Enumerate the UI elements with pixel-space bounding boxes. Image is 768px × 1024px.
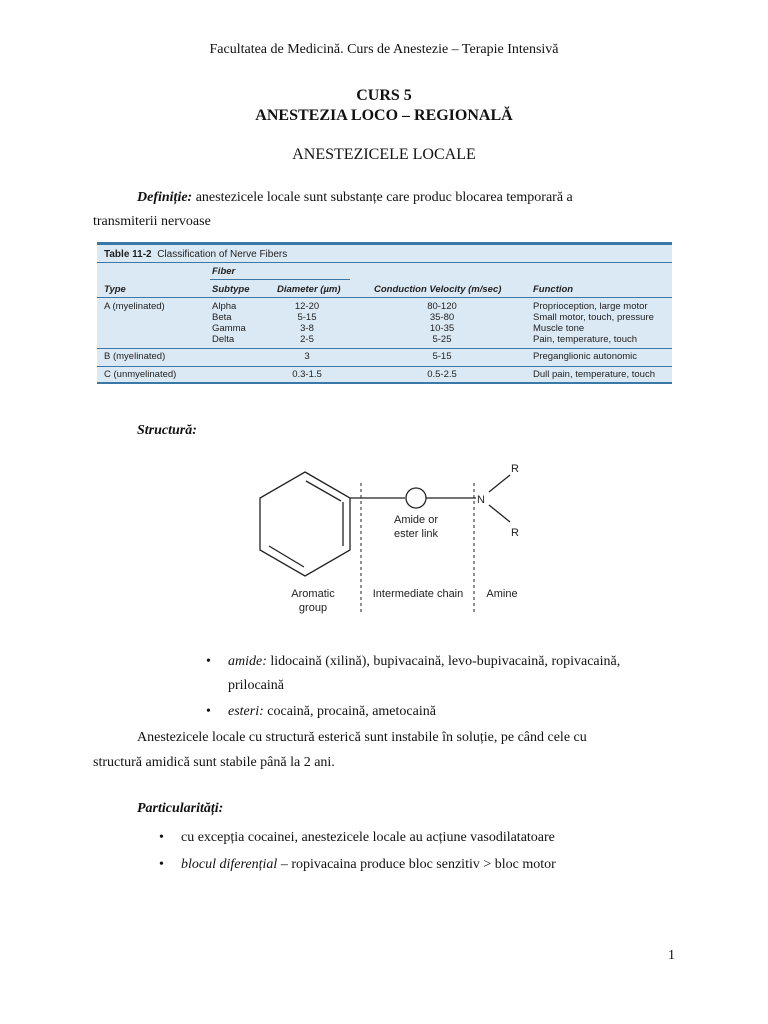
section-title: ANESTEZICELE LOCALE <box>292 146 476 163</box>
table-bottom-rule <box>97 382 672 384</box>
bullet-text <box>228 650 678 674</box>
bullet-text <box>228 700 436 724</box>
page-number: 1 <box>668 948 675 963</box>
local-anesthetic-structure-diagram <box>255 455 545 625</box>
definition-text-2: transmiterii nervoase <box>93 214 211 229</box>
table-cell: C (unmyelinated) <box>104 369 177 380</box>
table-cell: Alpha <box>212 301 237 312</box>
table-caption-text: Classification of Nerve Fibers <box>157 249 288 260</box>
bullet-label: esteri: <box>228 704 264 719</box>
table-top-rule <box>97 242 672 245</box>
definition-paragraph <box>93 186 677 210</box>
course-title: ANESTEZIA LOCO – REGIONALĂ <box>255 107 513 124</box>
table-cell: 2-5 <box>300 334 314 345</box>
aromatic-label-1: Aromatic <box>291 588 335 600</box>
table-cell: 5-25 <box>432 334 452 345</box>
list-item <box>206 650 678 698</box>
course-number: CURS 5 <box>356 87 412 104</box>
definition-label: Definiție: <box>137 190 193 205</box>
bullet-text-rest: – ropivacaina produce bloc senzitiv > bloc motor <box>277 857 556 872</box>
table-cell: 80-120 <box>427 301 457 312</box>
table-cell: Pain, temperature, touch <box>533 334 638 345</box>
bullet-dot: • <box>206 704 211 719</box>
bullet-text-line1: cocaină, procaină, ametocaină <box>263 704 436 719</box>
n-bond-top <box>489 475 510 492</box>
col-header-subtype: Subtype <box>212 284 250 295</box>
fiber-group-rule <box>210 279 350 280</box>
definition-text-1: anestezicele locale sunt substanțe care produc blocarea temporară a <box>192 190 573 205</box>
table-cell: Gamma <box>212 323 246 334</box>
row-rule <box>97 366 672 367</box>
intermediate-chain-label: Intermediate chain <box>372 588 464 600</box>
structure-heading: Structură: <box>137 423 197 438</box>
bullet-text: cu excepția cocainei, anestezicele locale au acțiune vasodilatatoare <box>181 830 555 845</box>
table-cell: Preganglionic autonomic <box>533 351 638 362</box>
col-header-function: Function <box>533 284 574 295</box>
table-cell: 5-15 <box>297 312 317 323</box>
benzene-ring <box>260 472 350 576</box>
table-cell: Dull pain, temperature, touch <box>533 369 655 380</box>
list-item <box>206 700 678 724</box>
table-caption <box>104 249 287 260</box>
table-cell: A (myelinated) <box>104 301 165 312</box>
aromatic-label-2: group <box>298 602 328 614</box>
table-cell: 35-80 <box>429 312 455 323</box>
table-cell: Beta <box>212 312 232 323</box>
stability-line-2: structură amidică sunt stabile până la 2 ani. <box>93 755 335 770</box>
bullet-dot: • <box>159 830 164 845</box>
nitrogen-label: N <box>477 494 485 506</box>
r-top-label: R <box>511 463 519 475</box>
row-rule <box>97 348 672 349</box>
bullet-dot: • <box>159 857 164 872</box>
table-cell: 3-8 <box>300 323 314 334</box>
table-cell: Small motor, touch, pressure <box>533 312 654 323</box>
table-cell: 0.5-2.5 <box>427 369 457 380</box>
r-bottom-label: R <box>511 527 519 539</box>
bullet-label: blocul diferențial <box>181 857 278 872</box>
col-header-diameter: Diameter (µm) <box>277 284 341 295</box>
stability-line-1: Anestezicele locale cu structură esterică sunt instabile în soluție, pe când cele cu <box>137 730 587 745</box>
table-cell: 12-20 <box>294 301 320 312</box>
table-label: Table 11-2 <box>104 249 152 260</box>
table-cell: Proprioception, large motor <box>533 301 648 312</box>
link-circle <box>406 488 426 508</box>
col-header-velocity: Conduction Velocity (m/sec) <box>374 284 502 295</box>
nerve-fiber-table <box>97 242 672 384</box>
link-label-1: Amide or <box>393 514 439 526</box>
list-item <box>159 853 679 877</box>
bullet-label: amide: <box>228 654 267 669</box>
col-header-type: Type <box>104 284 126 295</box>
amine-label: Amine <box>486 588 518 600</box>
bullet-text-line2: prilocaină <box>228 678 284 693</box>
n-bond-bottom <box>489 505 510 522</box>
bullet-text <box>181 853 681 877</box>
bullet-text-line1: lidocaină (xilină), bupivacaină, levo-bupivacaină, ropivacaină, <box>266 654 621 669</box>
table-cell: 3 <box>304 351 310 362</box>
bullet-dot: • <box>206 654 211 669</box>
fiber-group-header: Fiber <box>212 266 236 277</box>
particularities-heading: Particularități: <box>137 801 224 816</box>
table-cell: 10-35 <box>429 323 455 334</box>
table-cell: B (myelinated) <box>104 351 166 362</box>
link-label-2: ester link <box>393 528 439 540</box>
list-item <box>159 826 679 850</box>
page-header: Facultatea de Medicină. Curs de Anestezie – Terapie Intensivă <box>209 42 559 57</box>
table-cell: 5-15 <box>432 351 452 362</box>
table-cell: Delta <box>212 334 235 345</box>
table-cell: 0.3-1.5 <box>292 369 322 380</box>
table-cell: Muscle tone <box>533 323 585 334</box>
caption-rule <box>97 262 672 263</box>
header-rule <box>97 297 672 298</box>
